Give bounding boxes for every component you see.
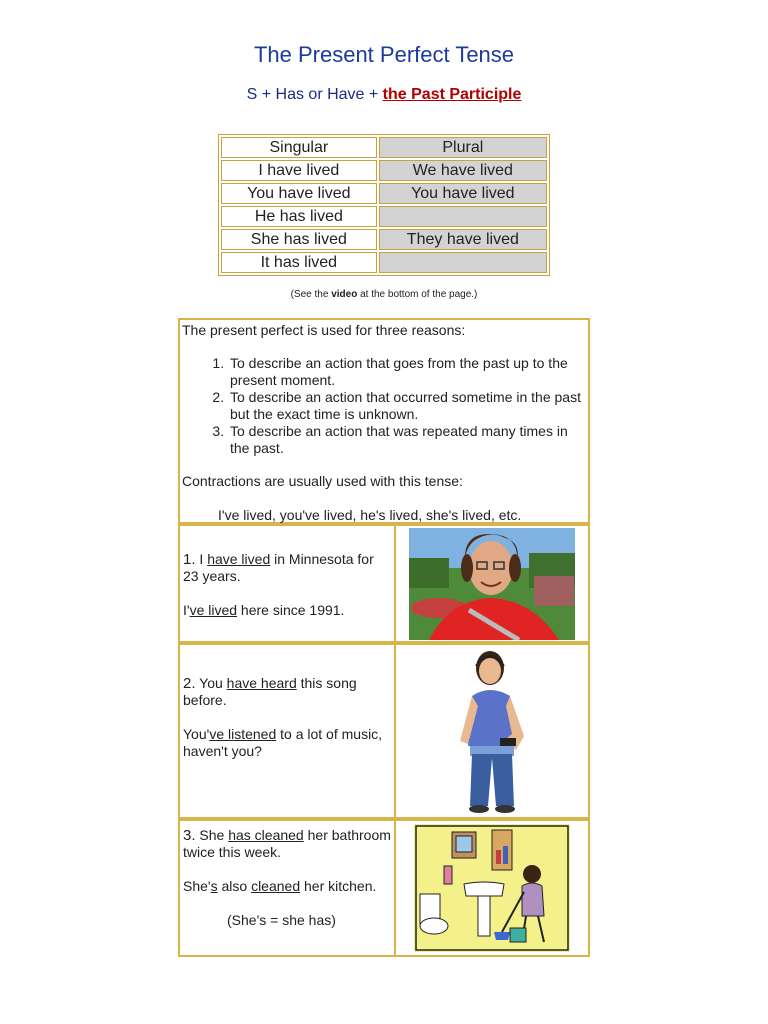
page-title: The Present Perfect Tense (253, 42, 515, 67)
text-fragment: this song before. (183, 675, 357, 708)
reason-item: 3. To describe an action that was repeated many times in the past. (228, 423, 586, 457)
example-sentence (183, 726, 391, 760)
plural-cell: You have lived (379, 183, 547, 204)
text-fragment: also (217, 878, 252, 894)
example-text (180, 645, 396, 817)
tense-formula (0, 86, 768, 104)
example-number: 2. (183, 675, 196, 692)
cleaning-bathroom-illustration (414, 824, 570, 952)
contraction-note: (She's = she has) (227, 912, 336, 928)
example-sentence (183, 551, 391, 585)
singular-cell: I have lived (221, 160, 377, 181)
verb-highlight: ve listened (209, 726, 277, 742)
verb-highlight: have lived (207, 551, 271, 567)
example-sentence (183, 675, 391, 709)
text-fragment: You' (183, 726, 210, 742)
text-fragment: I' (183, 602, 190, 618)
example-image-cell (396, 645, 588, 817)
text-fragment: You (195, 675, 227, 691)
reasons-list (182, 355, 586, 457)
verb-highlight: have heard (226, 675, 297, 691)
plural-cell (379, 252, 547, 273)
text-fragment: She' (183, 878, 211, 894)
example-image-cell (396, 821, 588, 955)
example-sentence (183, 827, 391, 861)
header-plural: Plural (379, 137, 547, 158)
contractions-label: Contractions are usually used with this tense: (182, 473, 463, 489)
table-header-row (221, 137, 547, 158)
plural-cell (379, 206, 547, 227)
text-fragment: to a lot of music, haven't you? (183, 726, 383, 759)
note-text: at the bottom of the page.) (357, 289, 478, 300)
example-text (180, 526, 396, 641)
table-row (221, 206, 547, 227)
text-fragment: She (195, 827, 229, 843)
verb-highlight: cleaned (251, 878, 301, 894)
singular-cell: He has lived (221, 206, 377, 227)
table-row (221, 252, 547, 273)
contractions-examples: I've lived, you've lived, he's lived, she's lived, etc. (218, 507, 522, 523)
table-row (221, 229, 547, 250)
usage-explanation (178, 318, 590, 524)
reason-item: 1. To describe an action that goes from the past up to the present moment. (228, 355, 586, 389)
video-note (0, 289, 768, 300)
example-image-cell (396, 526, 588, 641)
conjugation-table (218, 134, 550, 276)
example-row (178, 819, 590, 957)
header-singular: Singular (221, 137, 377, 158)
formula-text: S + Has or Have + (246, 86, 383, 103)
verb-highlight: s (210, 878, 218, 894)
table-row (221, 183, 547, 204)
example-sentence (183, 602, 391, 619)
past-participle-link[interactable]: the Past Participle (382, 86, 522, 103)
verb-highlight: ve lived (189, 602, 238, 618)
text-fragment: in Minnesota for 23 years. (183, 551, 374, 584)
example-sentence (183, 878, 391, 895)
reason-item: 2. To describe an action that occurred sometime in the past but the exact time is unknown. (228, 389, 586, 423)
example-row (178, 643, 590, 819)
girl-with-headphones-photo (442, 646, 542, 816)
text-fragment: her bathroom twice this week. (183, 827, 391, 860)
singular-cell: She has lived (221, 229, 377, 250)
video-link[interactable]: video (331, 289, 358, 300)
verb-highlight: has cleaned (228, 827, 304, 843)
example-number: 1. (183, 551, 196, 568)
text-fragment: here since 1991. (237, 602, 345, 618)
example-row (178, 524, 590, 643)
plural-cell: We have lived (379, 160, 547, 181)
table-row (221, 160, 547, 181)
example-text (180, 821, 396, 955)
singular-cell: You have lived (221, 183, 377, 204)
plural-cell: They have lived (379, 229, 547, 250)
note-text: (See the (290, 289, 332, 300)
man-smiling-photo (409, 528, 575, 640)
singular-cell: It has lived (221, 252, 377, 273)
example-number: 3. (183, 827, 196, 844)
text-fragment: I (195, 551, 208, 567)
text-fragment: her kitchen. (300, 878, 377, 894)
usage-lead: The present perfect is used for three reasons: (182, 322, 466, 338)
